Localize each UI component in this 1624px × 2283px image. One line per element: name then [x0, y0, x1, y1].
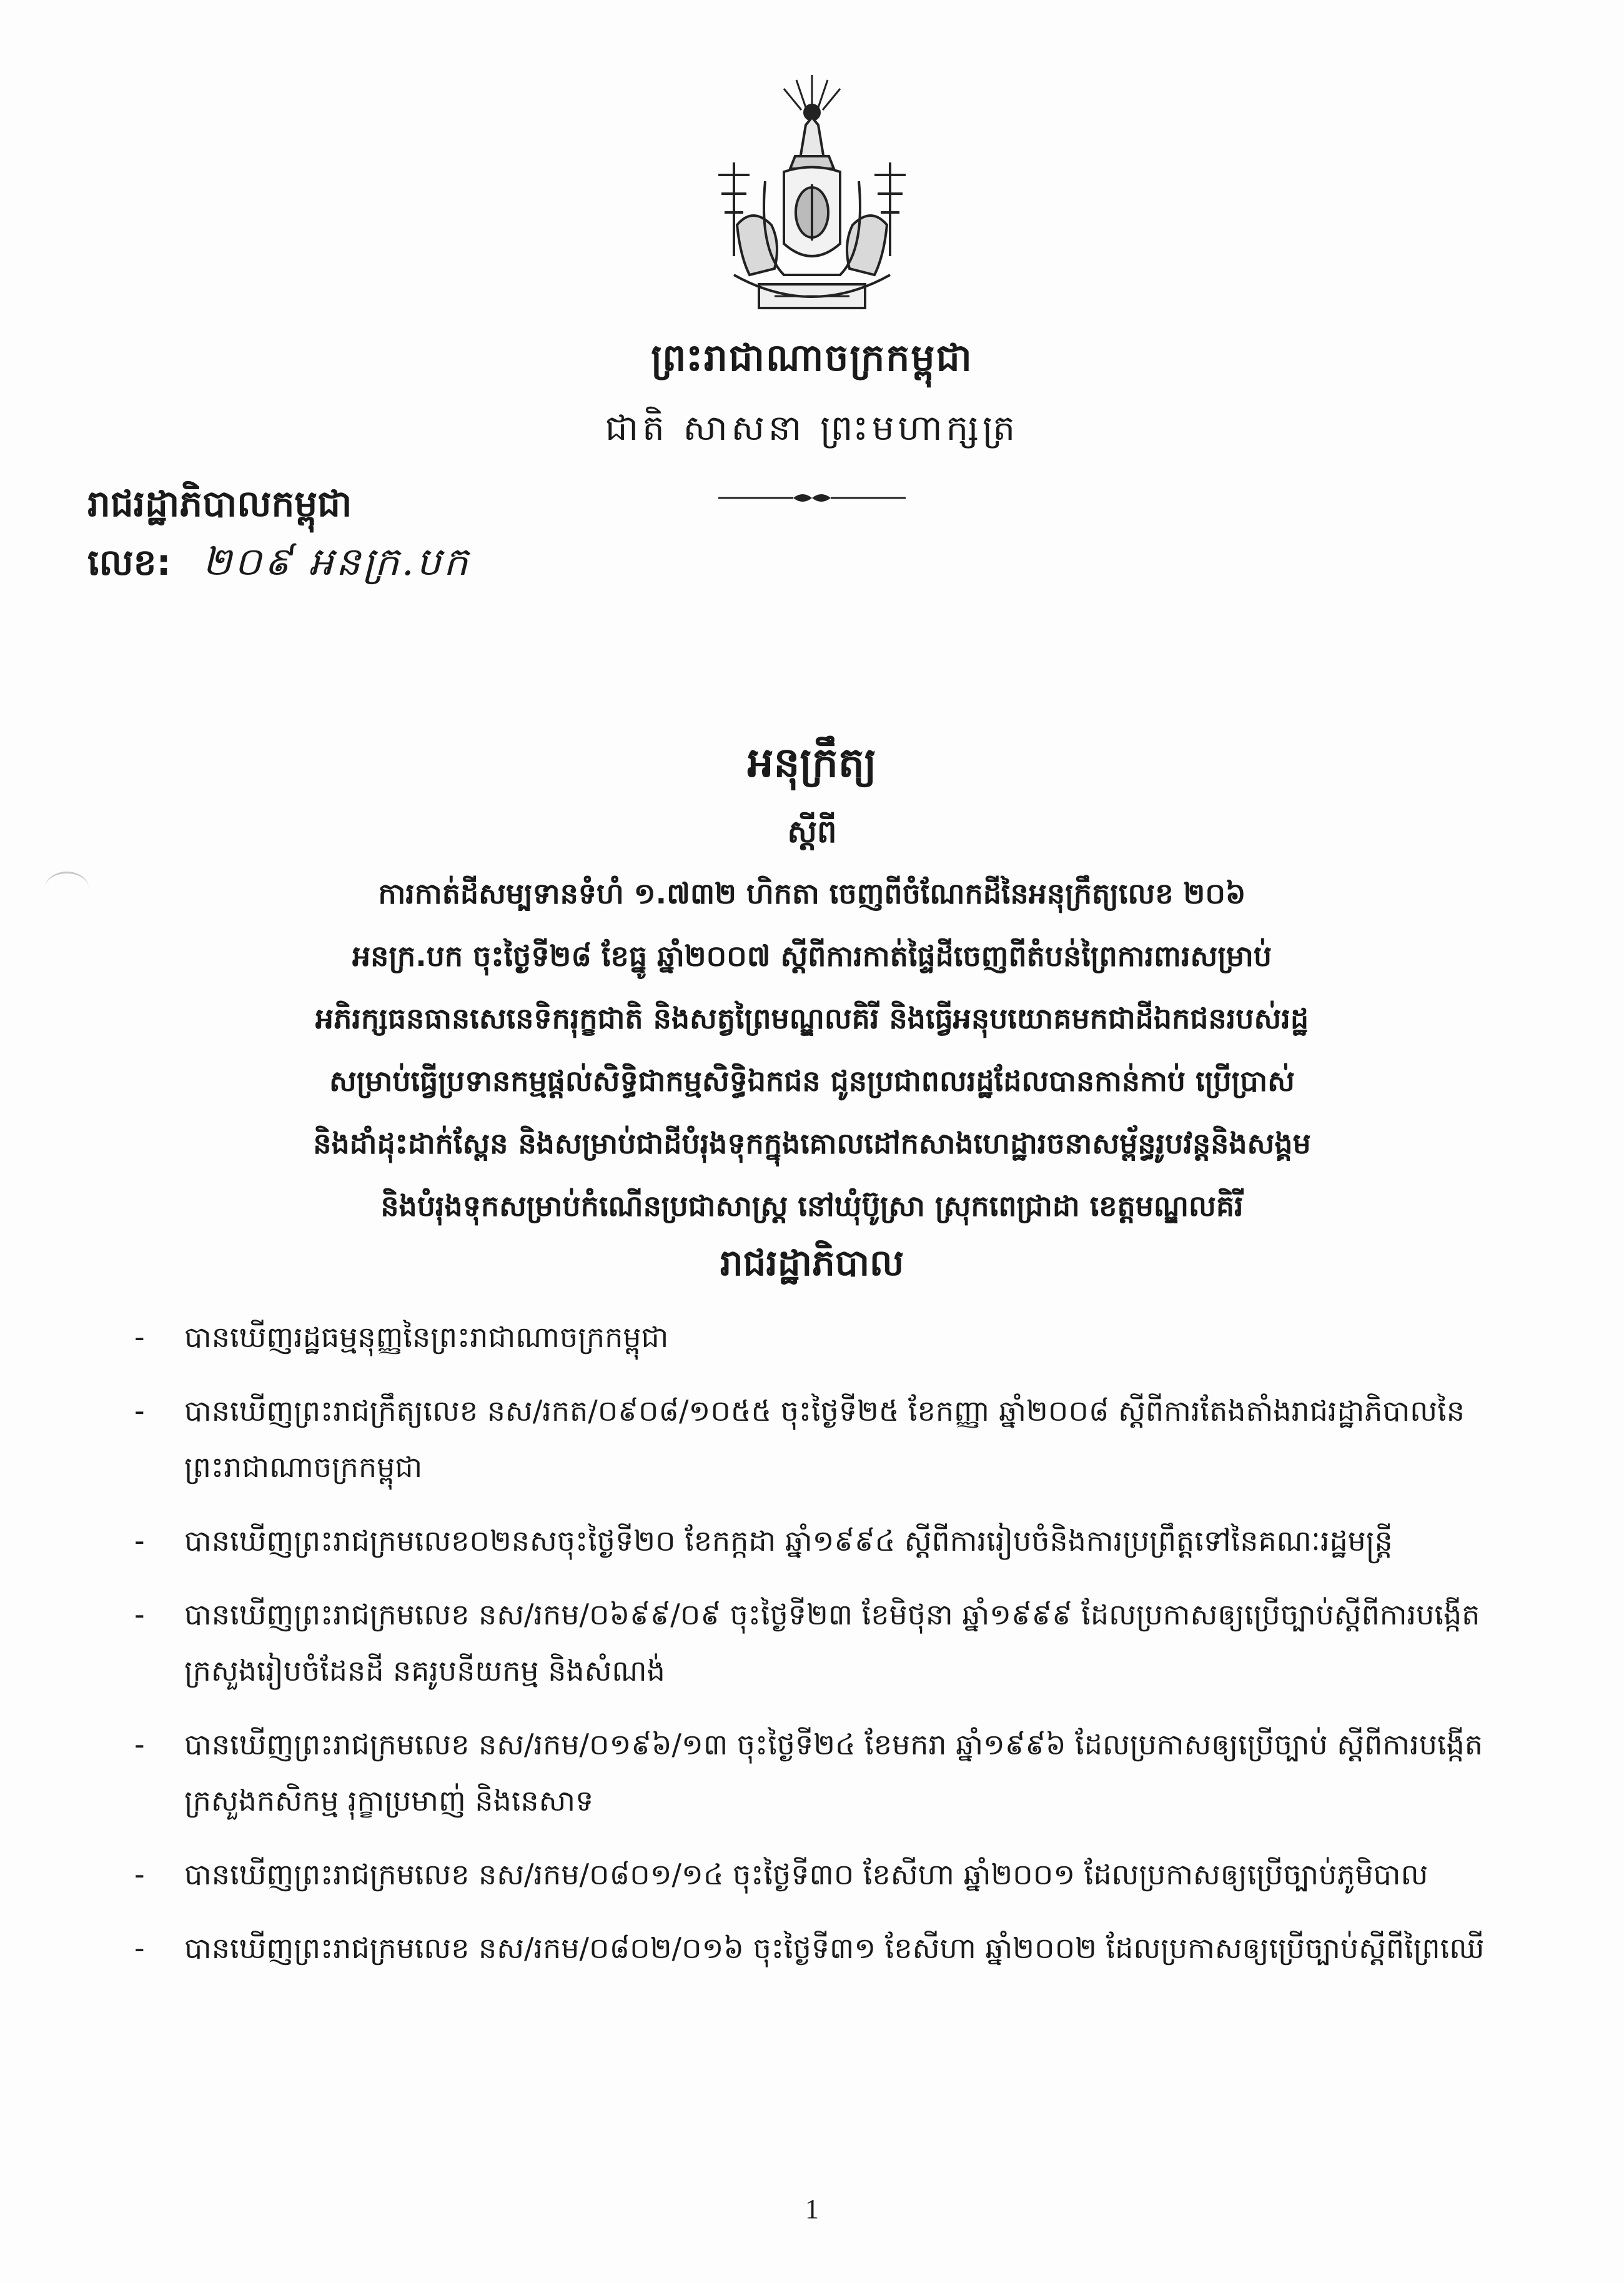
list-item-text: បានឃើញរដ្ឋធម្មនុញ្ញនៃព្រះរាជាណាចក្រកម្ពុជា	[184, 1320, 669, 1354]
list-bullet: -	[134, 1524, 145, 1558]
list-bullet: -	[134, 1931, 145, 1965]
subject-line: និងដាំដុះដាក់ស្ពែន និងសម្រាប់ជាដីបំរុងទុកក្នុងគោលដៅកសាងហេដ្ឋារចនាសម្ព័ន្ធរូបវន្តនិងសង្គម	[313, 1127, 1311, 1160]
list-item-text: បានឃើញព្រះរាជក្រមលេខ នស/រកម/០៨០២/០១៦ ចុះថ្ងៃទី៣១ ខែសីហា ឆ្នាំ២០០២ ដែលប្រកាសឲ្យប្រើច្បាប់ស្តីពីព្រៃឈើ	[184, 1931, 1485, 1965]
kingdom-motto: ជាតិ សាសនា ព្រះមហាក្សត្រ	[605, 408, 1019, 449]
government-heading: រាជរដ្ឋាភិបាល	[720, 1241, 904, 1284]
decree-subject	[150, 862, 1474, 1237]
decree-title: អនុក្រឹត្យ	[747, 739, 877, 787]
page-number: 1	[805, 2194, 819, 2224]
list-item-text: បានឃើញព្រះរាជក្រឹត្យលេខ នស/រកត/០៩០៨/១០៥៥ ចុះថ្ងៃទី២៥ ខែកញ្ញា ឆ្នាំ២០០៨ ស្តីពីការតែងតាំងរាជរដ្ឋាភិបាលនៃព្រះរាជាណាចក្រកម្ពុជា	[184, 1394, 1465, 1484]
decree-number-row	[87, 537, 470, 594]
list-item	[134, 1920, 1533, 1976]
subject-line: សម្រាប់ធ្វើប្រទានកម្មផ្តល់សិទ្ធិជាកម្មសិទ្ធិឯកជន ជូនប្រជាពលរដ្ឋដែលបានកាន់កាប់ ប្រើប្រាស់	[329, 1064, 1295, 1098]
list-bullet: -	[134, 1858, 145, 1891]
punch-hole-mark	[45, 872, 89, 905]
decree-number-value: ២០៩ អនក្រ.បក	[202, 539, 471, 584]
decree-number-label: លេខ:	[87, 541, 171, 584]
list-bullet: -	[134, 1728, 145, 1761]
royal-coat-of-arms-emblem-icon	[690, 69, 934, 331]
list-bullet: -	[134, 1598, 145, 1631]
divider-ornament-icon	[718, 490, 906, 505]
list-bullet: -	[134, 1320, 145, 1354]
issuing-authority: រាជរដ្ឋាភិបាលកម្ពុជា	[87, 482, 352, 525]
list-item	[134, 1309, 1533, 1365]
kingdom-name: ព្រះរាជាណាចក្រកម្ពុជា	[651, 336, 973, 380]
subject-line: អនក្រ.បក ចុះថ្ងៃទី២៨ ខែធ្នូ ឆ្នាំ២០០៧ ស្តីពីការកាត់ផ្ទៃដីចេញពីតំបន់ព្រៃការពារសម្រាប់	[352, 939, 1272, 973]
considerations-list	[134, 1309, 1533, 1994]
list-bullet: -	[134, 1394, 145, 1428]
list-item	[134, 1513, 1533, 1569]
list-item	[134, 1846, 1533, 1902]
list-item	[134, 1586, 1533, 1699]
subject-line: ការកាត់ដីសម្បទានទំហំ ១.៧៣២ ហិកតា ចេញពីចំណែកដីនៃអនុក្រឹត្យលេខ ២០៦	[378, 877, 1246, 910]
list-item-text: បានឃើញព្រះរាជក្រមលេខ នស/រកម/០៦៩៩/០៩ ចុះថ្ងៃទី២៣ ខែមិថុនា ឆ្នាំ១៩៩៩ ដែលប្រកាសឲ្យប្រើច្បាប់ស្តីពីការបង្កើតក្រសួងរៀបចំដែនដី នគរូបនីយកម្ម និងសំណង់	[184, 1598, 1480, 1688]
subject-line: និងបំរុងទុកសម្រាប់កំណើនប្រជាសាស្ត្រ នៅឃុំប៊ូស្រា ស្រុកពេជ្រាដា ខេត្តមណ្ឌលគិរី	[380, 1189, 1244, 1223]
list-item-text: បានឃើញព្រះរាជក្រមលេខ នស/រកម/០៨០១/១៤ ចុះថ្ងៃទី៣០ ខែសីហា ឆ្នាំ២០០១ ដែលប្រកាសឲ្យប្រើច្បាប់ភូមិបាល	[184, 1858, 1428, 1891]
list-item	[134, 1383, 1533, 1495]
decree-about-label: ស្តីពី	[787, 813, 837, 850]
list-item	[134, 1716, 1533, 1829]
subject-line: អភិរក្សធនធានសេនេទិករុក្ខជាតិ និងសត្វព្រៃមណ្ឌលគិរី និងធ្វើអនុបយោគមកជាដីឯកជនរបស់រដ្ឋ	[315, 1002, 1309, 1035]
list-item-text: បានឃើញព្រះរាជក្រមលេខ០២នសចុះថ្ងៃទី២០ ខែកក្កដា ឆ្នាំ១៩៩៤ ស្តីពីការរៀបចំនិងការប្រព្រឹត្តទៅនៃគណៈរដ្ឋមន្ត្រី	[184, 1524, 1393, 1558]
list-item-text: បានឃើញព្រះរាជក្រមលេខ នស/រកម/០១៩៦/១៣ ចុះថ្ងៃទី២៤ ខែមករា ឆ្នាំ១៩៩៦ ដែលប្រកាសឲ្យប្រើច្បាប់ ស្តីពីការបង្កើតក្រសួងកសិកម្ម រុក្ខាប្រមាញ់ និងនេសាទ	[184, 1728, 1483, 1818]
